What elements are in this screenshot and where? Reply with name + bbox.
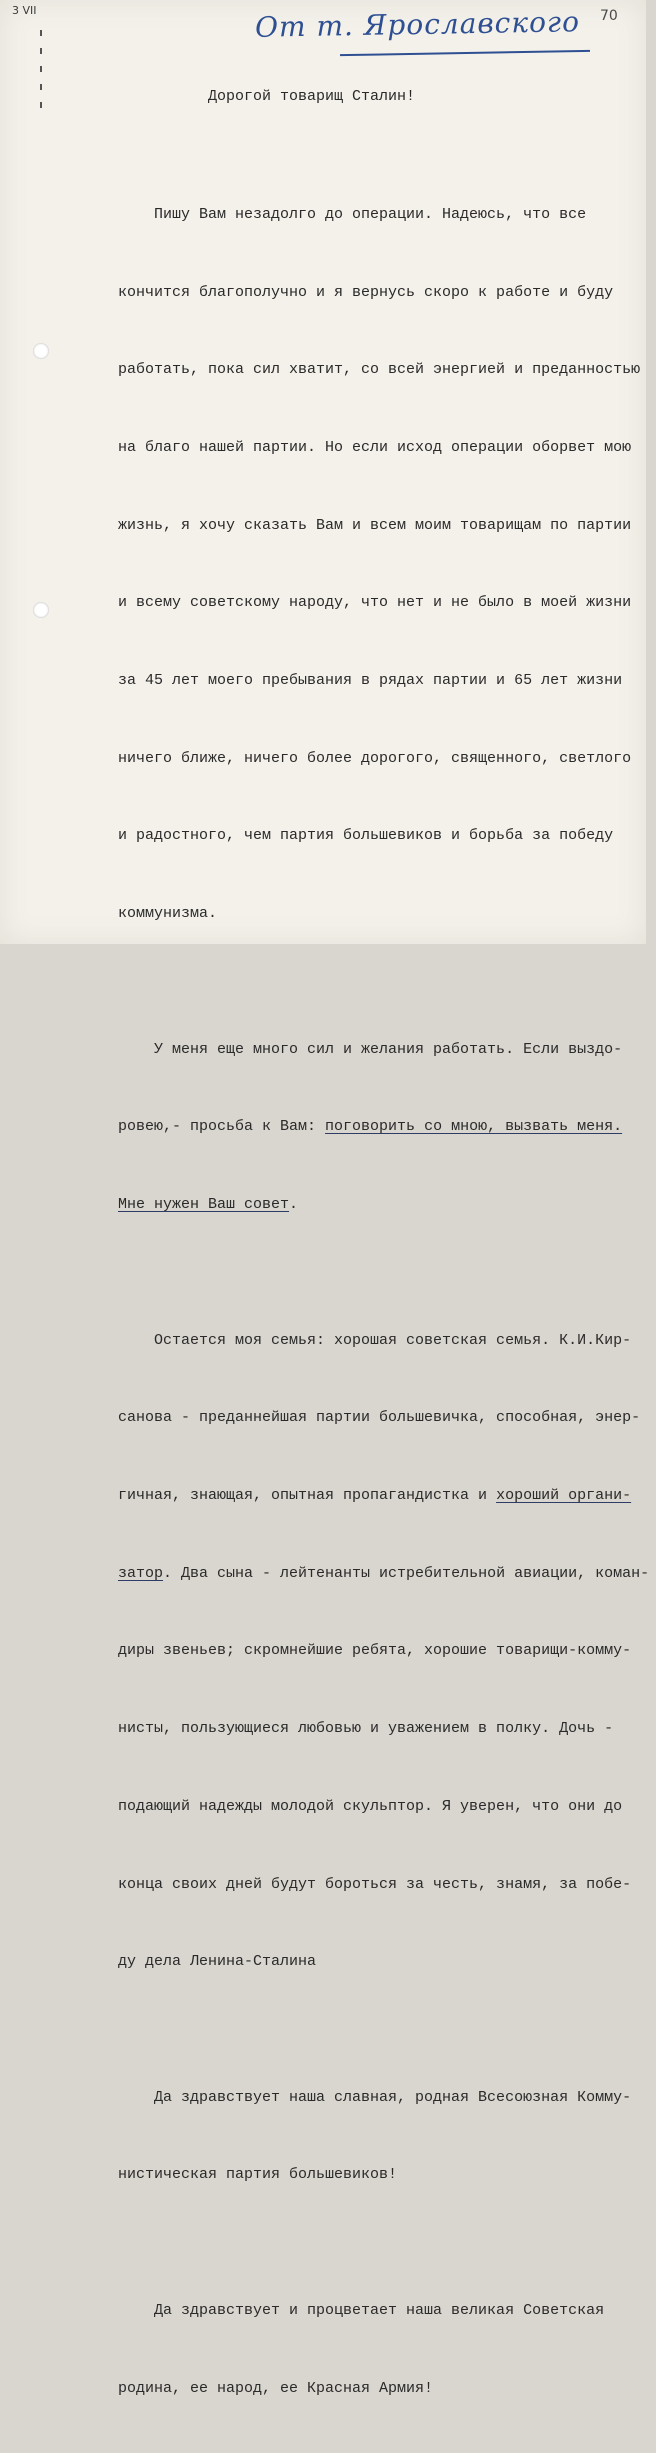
letter-line-part: . Два сына - лейтенанты истребительной авиации, коман-: [163, 1564, 650, 1582]
handwritten-underline: [340, 50, 590, 56]
letter-line: за 45 лет моего пребывания в рядах партии и 65 лет жизни: [118, 672, 623, 690]
letter-line: Да здравствует и процветает наша великая Советская: [118, 2301, 605, 2319]
letter-line: [118, 1561, 650, 1587]
underlined-organizer-end: затор: [118, 1564, 164, 1582]
letter-line: [118, 1114, 638, 1140]
margin-dashes: [40, 30, 43, 120]
letter-line: ду дела Ленина-Сталина: [118, 1953, 317, 1971]
letter-line: конца своих дней будут бороться за честь, знамя, за побе-: [118, 1875, 632, 1893]
letter-line: диры звеньев; скромнейшие ребята, хорошие товарищи-комму-: [118, 1642, 632, 1660]
letter-line: нисты, пользующиеся любовью и уважением в полку. Дочь -: [118, 1720, 614, 1738]
letter-line: Пишу Вам незадолго до операции. Надеюсь, что все: [118, 205, 587, 223]
salutation: Дорогой товарищ Сталин!: [208, 88, 416, 105]
letter-line: нистическая партия большевиков!: [118, 2166, 398, 2184]
letter-line: родина, ее народ, ее Красная Армия!: [118, 2379, 434, 2397]
letter-line: жизнь, я хочу сказать Вам и всем моим товарищам по партии: [118, 516, 632, 534]
letter-line: работать, пока сил хватит, со всей энергией и преданностью: [118, 361, 641, 379]
letter-line: ничего ближе, ничего более дорогого, священного, светлого: [118, 749, 632, 767]
letter-line: У меня еще много сил и желания работать. Если выздо-: [118, 1040, 623, 1058]
handwritten-note: От т. Ярославского: [254, 5, 581, 44]
letter-line-part: .: [289, 1196, 299, 1214]
letter-line: Остается моя семья: хорошая советская семья. К.И.Кир-: [118, 1331, 632, 1349]
underlined-organizer: хороший органи-: [496, 1486, 632, 1504]
letter-line: подающий надежды молодой скульптор. Я уверен, что они до: [118, 1797, 623, 1815]
corner-note: 3 VII: [12, 4, 37, 17]
letter-line-part: гичная, знающая, опытная пропагандистка и: [118, 1486, 497, 1504]
letter-line: и всему советскому народу, что нет и не было в моей жизни: [118, 594, 632, 612]
letter-line: [118, 1483, 638, 1509]
underlined-advice: Мне нужен Ваш совет: [118, 1196, 290, 1214]
underlined-request: поговорить со мною, вызвать меня.: [325, 1118, 623, 1136]
letter-body: [118, 150, 650, 2453]
punch-hole-top: [33, 343, 49, 359]
page-number: 70: [600, 8, 618, 24]
letter-line: Да здравствует наша славная, родная Всесоюзная Комму-: [118, 2088, 632, 2106]
letter-line: санова - преданнейшая партии большевичка, способная, энер-: [118, 1409, 641, 1427]
letter-line: [118, 1192, 638, 1218]
punch-hole-bottom: [33, 602, 49, 618]
letter-line: на благо нашей партии. Но если исход операции оборвет мою: [118, 438, 632, 456]
letter-line: кончится благополучно и я вернусь скоро к работе и буду: [118, 283, 614, 301]
letter-line: коммунизма.: [118, 905, 218, 923]
letter-line-part: ровею,- просьба к Вам:: [118, 1118, 326, 1136]
letter-line: и радостного, чем партия большевиков и борьба за победу: [118, 827, 614, 845]
